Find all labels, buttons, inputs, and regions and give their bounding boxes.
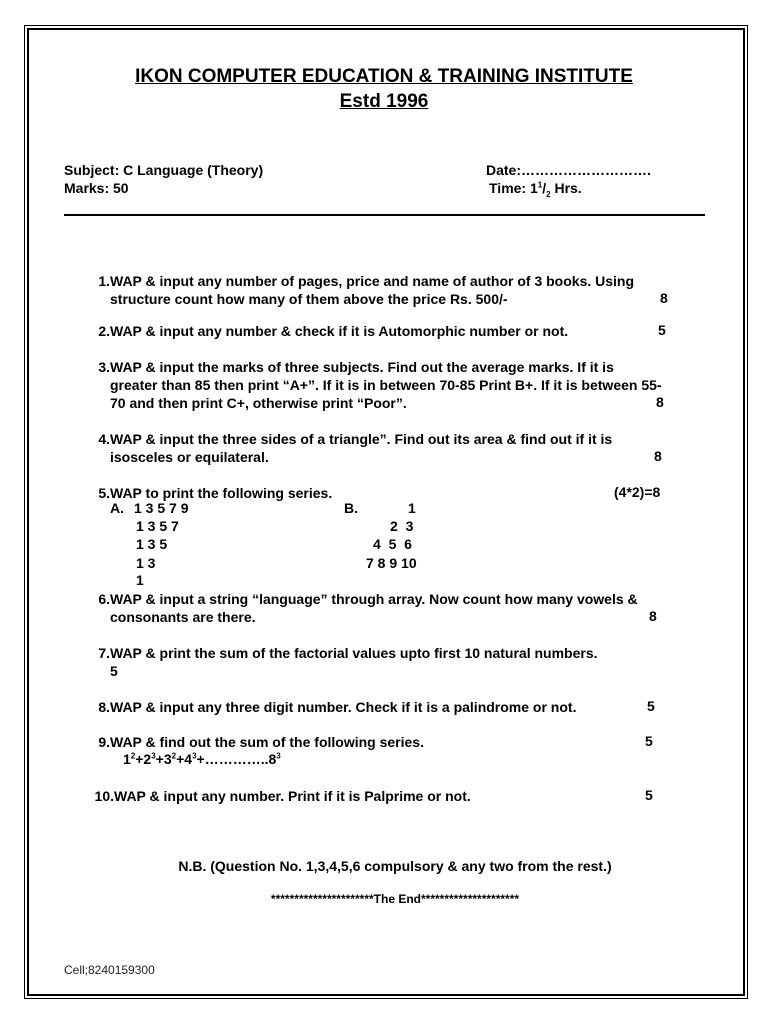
series-a-row: 1 3 5 7 9	[134, 500, 189, 516]
series-b-label: B.	[344, 500, 358, 516]
series-a-row: 1	[136, 572, 144, 588]
series-b-row: 4 5 6	[373, 536, 412, 552]
question-10-marks: 5	[645, 787, 653, 803]
subject-label: Subject: C Language (Theory)	[64, 162, 264, 178]
question-3-marks: 8	[656, 394, 664, 410]
question-2-marks: 5	[658, 322, 666, 338]
series-b-row: 2 3	[390, 518, 414, 534]
series-b-row: 7 8 9 10	[366, 555, 417, 571]
nota-bene: N.B. (Question No. 1,3,4,5,6 compulsory & any two from the rest.)	[178, 858, 612, 874]
established-year: Estd 1996	[339, 91, 429, 112]
question-9-marks: 5	[645, 733, 653, 749]
end-marker: **********************The End*********************	[270, 892, 520, 906]
marks-label: Marks: 50	[64, 180, 129, 196]
series-9-expression: $1^2+2^3+3^2+4^3+\dots\dots\dots\dots..8^3$	[123, 751, 281, 767]
question-8-marks: 5	[647, 698, 655, 714]
series-a-label: A.	[110, 500, 124, 516]
series-a-row: 1 3 5 7	[136, 518, 179, 534]
question-4-marks: 8	[654, 448, 662, 464]
cell-number: Cell;8240159300	[64, 963, 155, 977]
question-5-marks: (4*2)=8	[614, 484, 661, 500]
series-b-row: 1	[408, 500, 416, 516]
series-a-row: 1 3 5	[136, 536, 168, 552]
header-divider	[64, 214, 705, 216]
date-label: Date:……………………….	[486, 162, 651, 178]
time-label: Time: $1^1/_2$ Hrs.	[489, 180, 582, 199]
question-6-marks: 8	[649, 608, 657, 624]
question-1-marks: 8	[660, 290, 668, 306]
institute-title: IKON COMPUTER EDUCATION & TRAINING INSTITUTE	[135, 66, 633, 87]
series-a-row: 1 3	[136, 555, 156, 571]
